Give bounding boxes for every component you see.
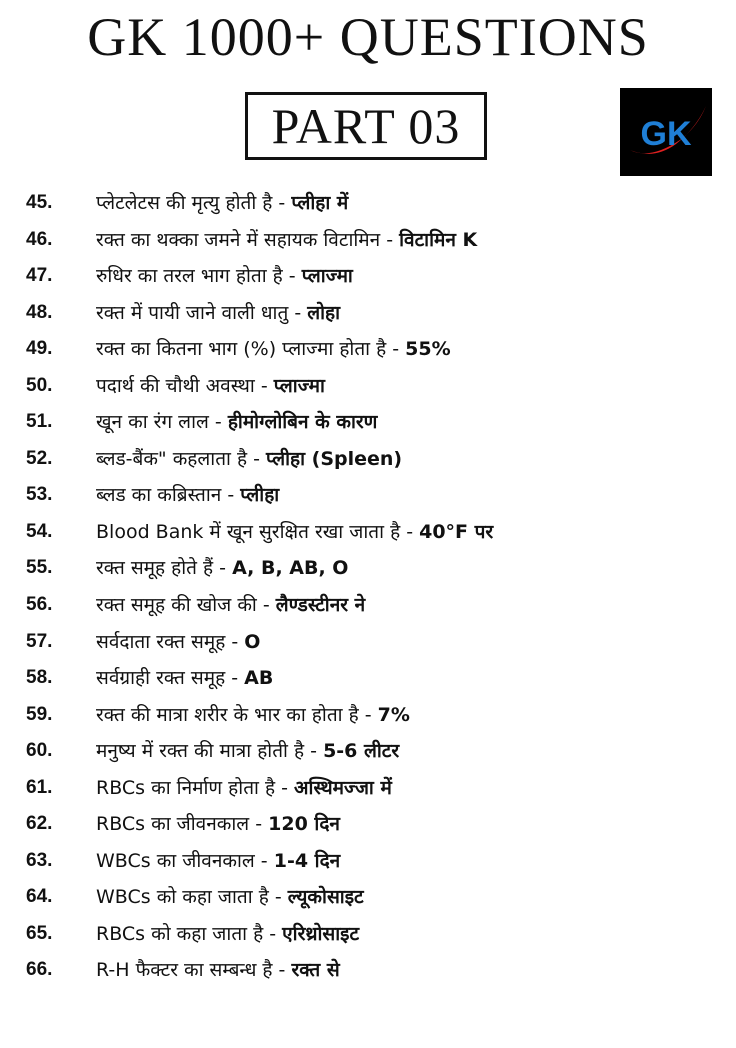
answer-text: रक्त से — [291, 959, 340, 982]
question-text: पदार्थ की चौथी अवस्था - — [96, 374, 274, 397]
answer-text: 120 दिन — [268, 813, 340, 836]
question-list — [0, 188, 736, 992]
answer-text: एरिथ्रोसाइट — [282, 922, 360, 945]
item-text — [96, 737, 399, 763]
item-number: 53. — [26, 484, 53, 506]
item-text — [96, 920, 359, 946]
item-text — [96, 518, 493, 544]
question-text: रक्त समूह की खोज की - — [96, 594, 276, 617]
question-text: RBCs का जीवनकाल - — [96, 813, 269, 836]
logo-text: GK — [640, 115, 692, 153]
question-text: R-H फैक्टर का सम्बन्ध है - — [96, 959, 292, 982]
item-number: 48. — [26, 301, 53, 323]
item-number: 65. — [26, 922, 53, 944]
item-number: 52. — [26, 447, 53, 469]
list-item — [0, 480, 736, 517]
answer-text: A, B, AB, O — [232, 557, 349, 580]
answer-text: 40°F पर — [419, 520, 494, 543]
item-text — [96, 189, 348, 215]
list-item — [0, 590, 736, 627]
item-number: 59. — [26, 703, 53, 725]
item-number: 58. — [26, 667, 53, 689]
item-number: 57. — [26, 630, 53, 652]
list-item — [0, 553, 736, 590]
question-text: WBCs का जीवनकाल - — [96, 849, 274, 872]
item-text — [96, 591, 365, 617]
question-text: सर्वदाता रक्त समूह - — [96, 630, 245, 653]
item-text — [96, 226, 477, 252]
question-text: रक्त में पायी जाने वाली धातु - — [96, 301, 308, 324]
question-text: रक्त का कितना भाग (%) प्लाज्मा होता है - — [96, 338, 406, 361]
list-item — [0, 700, 736, 737]
item-number: 55. — [26, 557, 53, 579]
item-text — [96, 664, 273, 690]
item-text — [96, 883, 364, 909]
question-text: प्लेटलेटस की मृत्यु होती है - — [96, 192, 292, 214]
answer-text: AB — [244, 667, 274, 690]
part-label: PART 03 — [245, 92, 487, 160]
list-item — [0, 444, 736, 481]
item-text — [96, 372, 325, 398]
item-number: 51. — [26, 411, 53, 433]
item-text — [96, 554, 348, 580]
list-item — [0, 298, 736, 335]
answer-text: ल्यूकोसाइट — [287, 886, 364, 909]
item-number: 46. — [26, 228, 53, 250]
answer-text: हीमोग्लोबिन के कारण — [227, 411, 378, 434]
item-text — [96, 262, 353, 288]
question-text: रुधिर का तरल भाग होता है - — [96, 265, 302, 288]
list-item — [0, 736, 736, 773]
item-text — [96, 628, 260, 654]
item-text — [96, 445, 402, 471]
list-item — [0, 882, 736, 919]
item-text — [96, 847, 340, 873]
list-item — [0, 955, 736, 992]
item-text — [96, 299, 340, 325]
item-number: 63. — [26, 849, 53, 871]
question-text: Blood Bank में खून सुरक्षित रखा जाता है - — [96, 520, 420, 543]
item-number: 56. — [26, 594, 53, 616]
list-item — [0, 846, 736, 883]
item-number: 60. — [26, 740, 53, 762]
item-text — [96, 956, 340, 982]
answer-text: प्लाज्मा — [273, 374, 325, 397]
question-text: ब्लड का कब्रिस्तान - — [96, 484, 241, 507]
answer-text: अस्थिमज्जा में — [294, 776, 392, 799]
list-item — [0, 407, 736, 444]
list-item — [0, 809, 736, 846]
list-item — [0, 188, 736, 225]
question-text: रक्त का थक्का जमने में सहायक विटामिन - — [96, 228, 400, 251]
question-text: WBCs को कहा जाता है - — [96, 886, 288, 909]
item-text — [96, 774, 392, 800]
item-number: 61. — [26, 776, 53, 798]
list-item — [0, 919, 736, 956]
question-text: खून का रंग लाल - — [96, 411, 228, 434]
item-number: 47. — [26, 265, 53, 287]
item-text — [96, 408, 377, 434]
question-text: रक्त समूह होते हैं - — [96, 557, 233, 580]
question-text: ब्लड-बैंक" कहलाता है - — [96, 447, 267, 470]
answer-text: प्लाज्मा — [301, 265, 353, 288]
answer-text: 55% — [405, 338, 451, 361]
list-item — [0, 261, 736, 298]
answer-text: 1-4 दिन — [273, 849, 341, 872]
answer-text: 7% — [377, 703, 410, 726]
gk-logo-icon — [620, 88, 712, 176]
item-number: 62. — [26, 813, 53, 835]
item-number: 64. — [26, 886, 53, 908]
item-text — [96, 481, 279, 507]
item-text — [96, 335, 451, 361]
item-number: 49. — [26, 338, 53, 360]
answer-text: प्लीहा (Spleen) — [266, 447, 403, 470]
item-number: 54. — [26, 520, 53, 542]
list-item — [0, 773, 736, 810]
answer-text: विटामिन K — [399, 228, 478, 251]
answer-text: प्लीहा में — [291, 192, 349, 214]
list-item — [0, 334, 736, 371]
list-item — [0, 627, 736, 664]
list-item — [0, 517, 736, 554]
question-text: RBCs को कहा जाता है - — [96, 922, 283, 945]
page-title: GK 1000+ QUESTIONS — [87, 7, 649, 67]
question-text: रक्त की मात्रा शरीर के भार का होता है - — [96, 703, 378, 726]
list-item — [0, 663, 736, 700]
question-text: सर्वग्राही रक्त समूह - — [96, 667, 245, 690]
answer-text: लोहा — [307, 301, 341, 324]
answer-text: प्लीहा — [240, 484, 280, 507]
answer-text: लैण्डस्टीनर ने — [275, 594, 366, 617]
answer-text: O — [244, 630, 261, 653]
answer-text: 5-6 लीटर — [323, 740, 400, 763]
question-text: RBCs का निर्माण होता है - — [96, 776, 295, 799]
item-text — [96, 810, 340, 836]
list-item — [0, 371, 736, 408]
gk-logo — [620, 88, 712, 176]
item-number: 50. — [26, 374, 53, 396]
item-number: 66. — [26, 959, 53, 981]
question-text: मनुष्य में रक्त की मात्रा होती है - — [96, 740, 324, 763]
item-number: 45. — [26, 192, 53, 213]
item-text — [96, 701, 410, 727]
list-item — [0, 225, 736, 262]
